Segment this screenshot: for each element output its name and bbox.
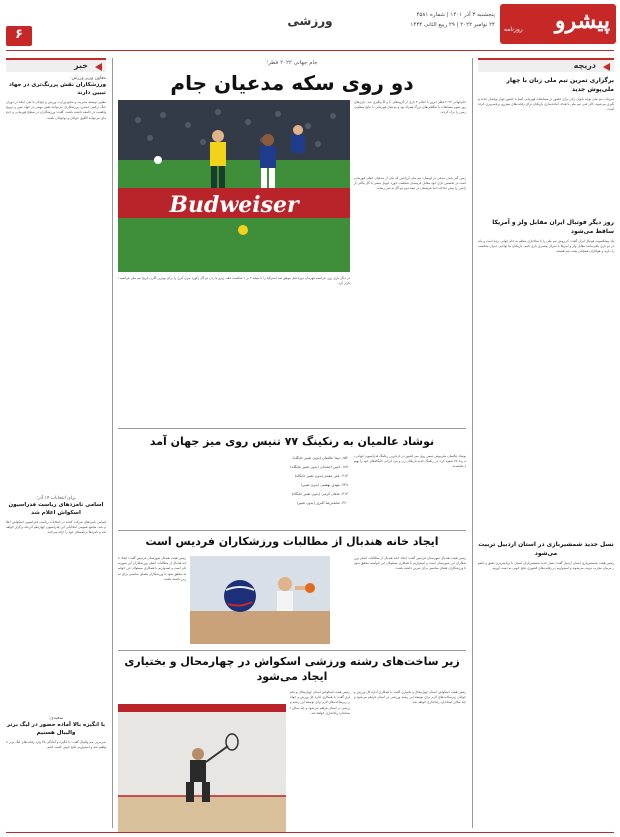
worldcup-body-b — [118, 276, 350, 426]
triangle-marker-icon — [603, 63, 610, 71]
column-divider-left — [112, 58, 113, 828]
left-column-label: خبر — [73, 61, 88, 70]
kicker: معاون وزیر ورزش: — [70, 76, 106, 81]
article-body: اسامی نامزدهای شرکت کننده در انتخابات ریاست فدراسیون اسکواش اعلام شد. مجمع عمومی انتخاباتی این فدراسیون چهاردهم آذرماه برگزار خواهد شد و نامزدها برنامه‌های خود را ارائه می‌کنند. — [6, 520, 106, 535]
article-body: رئیس هیئت هندبال شهرستان فردیس گفت: ایجاد خانه هندبال از مطالبات اصلی ورزشکاران این شهرستان است و امیدواریم با همکاری مسئولان این خواسته محقق شود تا ورزشکاران فضای مناسبی برای تمرین داشته باشند. — [118, 556, 186, 581]
page-number: ۶ — [15, 27, 23, 42]
logo-box — [500, 4, 616, 44]
article-body: زمین گیر شدن مدعی در لوسیل؛ تیم ملی آرژانتین که یکی از مدعیان اصلی قهرمانی است در نخستین بازی خود مقابل عربستان شکست خورد. لیونل مسی با گل پنالتی آرژانتین را پیش انداخت اما عربستان در نیمه دوم دو گل به ثمر رساند. — [354, 176, 466, 191]
logo-prefix: روزنامه — [504, 26, 523, 33]
headline: برگزاری تمرین تیم ملی زنان با چهار ملی‌پوش جدید — [506, 77, 614, 93]
triangle-marker-icon — [95, 63, 102, 71]
worldcup-headline: دو روی سکه مدعیان جام — [170, 71, 414, 95]
article-body: رئیس هیئت اسکواش استان چهارمحال و بختیاری گفت: با همکاری اداره کل ورزش و جوانان زیرساخت‌های لازم برای توسعه این رشته ورزشی در استان فراهم می‌شود و چند سالن استاندارد راه‌اندازی خواهد شد. — [354, 690, 466, 705]
article-body: معاون توسعه مدیریت و منابع وزارت ورزش و جوانان با بیان اینکه در دوران جنگ ترکیبی دشمن، ورزشکاران می‌توانند نقش مهمی در جهاد تبیین و ترویج واقعیت در جامعه داشته باشند، گفت: ورزشکاران در سطح قهرمانی و حرفه‌ای می‌توانند الگوی جوانان و نوجوانان باشند. — [6, 100, 106, 120]
masthead-rule — [6, 50, 614, 51]
headline: نسل جدید شمشیربازی در استان اردبیل تربیت می‌شود — [478, 541, 614, 557]
article-body: جام‌جهانی ۲۰۲۲ قطر دیروز با انجام ۴ بازی از گروه‌های C و D پیگیری شد. بازی‌های روز سوم مسابقات با شگفتی‌های بزرگ همراه بود و مدعیان قهرمانی با نتایج متفاوتی زمین را ترک کردند. — [354, 100, 466, 115]
squash-headline: زیر ساخت‌های رشته ورزشی اسکواش در چهارمحال و بختیاری ایجاد می‌شود — [124, 655, 460, 683]
article-body: یک پیشکسوت فوتبال ایران گفت: کی‌روش تیم ملی را با ساختاری منظم به جام جهانی برده است و باید در دو بازی باقی‌مانده مقابل ولز و آمریکا با تمرکز بیشتری بازی کنیم. بازیکنان ما توانایی جبران شکست را دارند و هواداران همچنان پشت تیم هستند. — [478, 239, 614, 254]
article-body: رئیس هیئت هندبال شهرستان فردیس گفت: ایجاد خانه هندبال از مطالبات اصلی ورزشکاران این شهرستان است و امیدواریم با همکاری مسئولان این خواسته محقق شود تا ورزشکاران فضای مناسبی برای تمرین داشته باشند. — [354, 556, 466, 571]
left-news-2 — [6, 496, 106, 690]
headline: ورزشکاران نقش پررنگ‌تری در جهاد تبیین دارند — [9, 82, 106, 96]
right-news-2 — [478, 218, 614, 509]
section-title: ورزشی — [287, 14, 333, 28]
divider-worldcup — [118, 428, 466, 429]
kicker: برای انتخابات ۱۴ آذر؛ — [36, 496, 76, 501]
column-divider-right — [472, 58, 473, 828]
squash-photo — [118, 704, 286, 832]
article-body: سرمربی تیم والیبال گفت: با انگیزه و آمادگی بالا وارد رقابت‌های لیگ برتر خواهیم شد و امیدواریم نتایج خوبی کسب کنیم. — [6, 740, 106, 750]
tennis-rankings — [118, 454, 348, 508]
ranking-item: ۲۴۸- مهدی بهشتی (بدون تغییر) — [301, 483, 348, 487]
divider-tennis — [118, 530, 466, 531]
ranking-item: ۲۱۳- علی مقدم (بدون تغییر جایگاه) — [294, 474, 348, 478]
article-body: نوشاد عالمیان ملی‌پوش تنیس روی میز کشور در تازه‌ترین رنکینگ فدراسیون جهانی به رده ۷۷ صعود کرد. در رنکینگ جدید بازیکنان زن و مرد ایرانی جایگاه‌های خود را بهبود بخشیدند. — [354, 454, 466, 469]
kicker: سعیدی: — [48, 716, 64, 721]
worldcup-photo — [118, 100, 350, 272]
logo: پیشرو — [554, 8, 610, 34]
footer-rule — [6, 832, 614, 833]
right-news-3 — [478, 540, 614, 831]
handball-body-2 — [118, 556, 186, 646]
worldcup-kicker: جام جهانی ۲۰۲۲ قطر؛ — [266, 60, 318, 66]
ranking-item: ۳۱۴- ماهان کرمی (بدون تغییر جایگاه) — [291, 492, 348, 496]
article-body: رئیس هیئت اسکواش استان چهارمحال و بختیاری گفت: با همکاری اداره کل ورزش و جوانان زیرساخت‌های لازم برای توسعه این رشته ورزشی در استان فراهم می‌شود و چند سالن استاندارد راه‌اندازی خواهد شد. — [290, 690, 350, 715]
tennis-headline: نوشاد عالمیان به رنکینگ ۷۷ تنیس روی میز جهان آمد — [149, 435, 435, 448]
handball-headline: ایجاد خانه هندبال از مطالبات ورزشکاران فردیس است — [145, 535, 439, 548]
handball-body — [354, 556, 466, 646]
article-body: تمرینات تیم ملی بوچه بانوان زنان برای حضور در مسابقات قهرمانی آسیا با حضور چهار بوچه‌باز جدید پیگیری می‌شود. کادر فنی تیم ملی با هدف آماده‌سازی بازیکنان برای رقابت‌های پیش‌رو برنامه‌ریزی کرده است. — [478, 97, 614, 112]
headline: اسامی نامزدهای ریاست فدراسیون اسکواش اعلام شد — [8, 502, 104, 516]
page-number-box — [6, 26, 32, 46]
tennis-body — [354, 454, 466, 524]
ranking-item: ۱۸۷- امین احمدیان (بدون تغییر جایگاه) — [290, 465, 348, 469]
worldcup-body-a — [354, 100, 466, 426]
stadium-ad-text: Budweiser — [169, 192, 299, 218]
left-news-1 — [6, 76, 106, 480]
ranking-item: ۳۶۰- محمدرضا اکبری (بدون تغییر) — [296, 501, 348, 505]
right-column-label: دریچه — [573, 61, 596, 70]
article-body: در دیگر بازی روز، فرانسه قهرمان دوره قبل موفق شد استرالیا را با نتیجه ۴ بر ۱ شکست دهد. ژیرو با زدن دو گل رکورد تیری آنری را برای بهترین گلزن تاریخ تیم ملی فرانسه تکرار کرد. — [118, 276, 350, 286]
left-news-3 — [6, 716, 106, 837]
headline: با انگیزه بالا آماده حضور در لیگ برتر والیبال هستیم — [6, 722, 106, 736]
masthead — [0, 0, 620, 50]
squash-body-2 — [290, 690, 350, 828]
squash-body — [354, 690, 466, 828]
right-news-1 — [478, 76, 614, 207]
right-column-header — [478, 58, 614, 72]
divider-handball — [118, 650, 466, 651]
headline: روز دیگر فوتبال ایران مقابل ولز و آمریکا ساقط می‌شود — [492, 219, 614, 235]
article-body: رئیس هیئت شمشیربازی استان اردبیل گفت: نسل جدید شمشیربازان استان با برنامه‌ریزی دقیق و حضور مربیان مجرب تربیت می‌شوند و امیدواریم در رقابت‌های کشوری نتایج خوبی به دست آوریم. — [478, 561, 614, 571]
date-line-2: ۲۴ نوامبر ۲۰۲۲ | ۲۹ ربیع الثانی ۱۴۴۴ — [410, 22, 495, 28]
ranking-item: ۱۵۲- نیما عالمیان (بدون تغییر جایگاه) — [292, 456, 348, 460]
date-line-1: پنجشنبه ۳ آذر ۱۴۰۱ | شماره ۴۵۸۱ — [416, 12, 495, 18]
handball-photo — [190, 556, 330, 644]
left-column-header — [6, 58, 106, 72]
